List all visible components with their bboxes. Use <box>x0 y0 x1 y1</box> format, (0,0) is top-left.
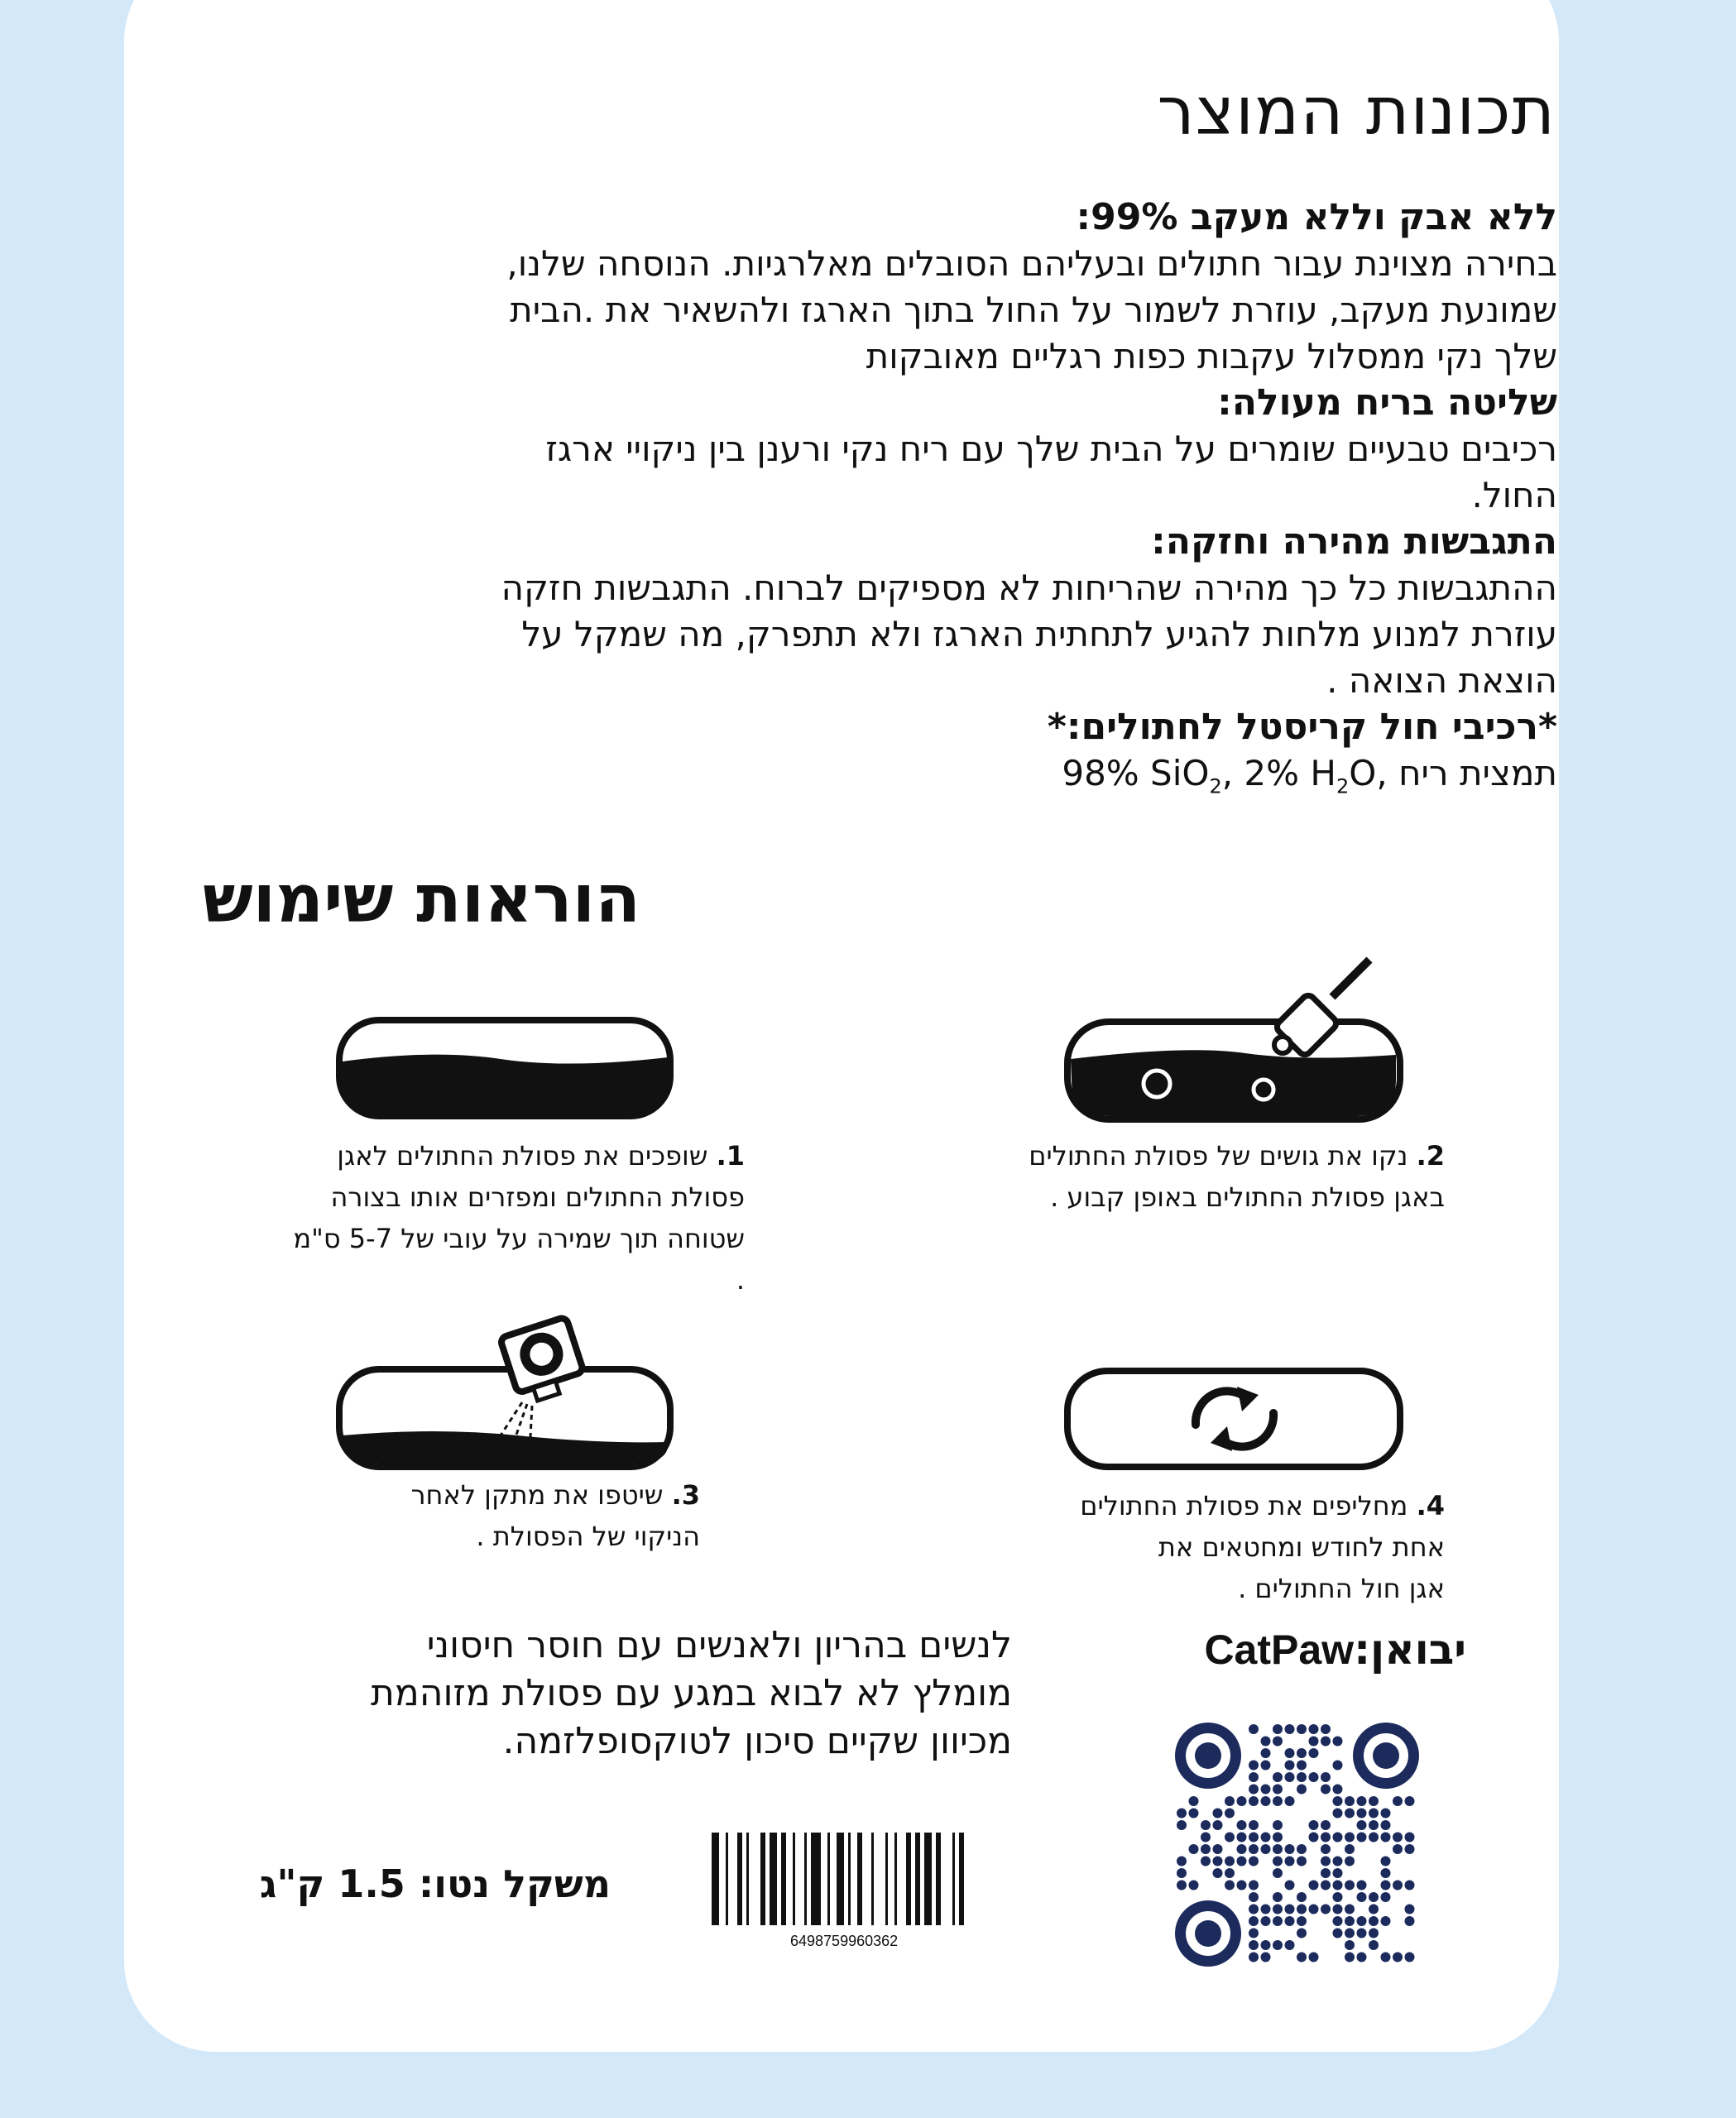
qr-dot <box>1261 1737 1271 1747</box>
qr-dot <box>1273 1724 1283 1734</box>
qr-dot <box>1285 1772 1295 1782</box>
step-4 <box>866 1485 1445 1609</box>
qr-dot <box>1261 1905 1271 1914</box>
importer-label: יבואן: <box>1354 1626 1466 1674</box>
qr-dot <box>1333 1833 1343 1842</box>
feature-heading-odor: שליטה בריח מעולה: <box>1217 381 1557 424</box>
qr-dot <box>1261 1748 1271 1758</box>
qr-dot <box>1297 1905 1307 1914</box>
qr-dot <box>1213 1809 1223 1819</box>
qr-dot <box>1177 1820 1187 1830</box>
barcode-bar <box>827 1833 830 1925</box>
qr-dot <box>1273 1772 1283 1782</box>
qr-dot <box>1249 1724 1259 1734</box>
feature-line: החול. <box>1471 475 1557 515</box>
step-4-line <box>866 1485 1445 1526</box>
qr-dot <box>1261 1844 1271 1854</box>
qr-dot <box>1225 1809 1235 1819</box>
qr-dot <box>1237 1833 1247 1842</box>
qr-dot <box>1393 1796 1403 1806</box>
qr-dot <box>1381 1916 1391 1926</box>
qr-dot <box>1189 1809 1199 1819</box>
barcode-bar <box>737 1833 742 1925</box>
qr-dot <box>1189 1881 1199 1890</box>
step-number: 3. <box>671 1479 700 1511</box>
qr-dot <box>1393 1953 1403 1962</box>
qr-dot <box>1381 1833 1391 1842</box>
composition-heading: *רכיבי חול קריסטל לחתולים:* <box>1047 706 1557 748</box>
qr-dot <box>1369 1809 1379 1819</box>
qr-dot <box>1273 1796 1283 1806</box>
qr-dot <box>1285 1796 1295 1806</box>
composition-formula: 98% SiO$_2$, 2% $H_2O$, <box>1062 753 1388 798</box>
qr-dot <box>1201 1857 1211 1866</box>
step-text: נקו את גושים של פסולת החתולים <box>1029 1140 1408 1172</box>
qr-dot <box>1309 1748 1319 1758</box>
qr-dot <box>1345 1940 1355 1950</box>
qr-dot <box>1273 1785 1283 1795</box>
qr-dot <box>1333 1857 1343 1866</box>
step-3-line: הניקוי של הפסולת . <box>476 1521 700 1552</box>
step-text: שיטפו את מתקן לאחר <box>410 1479 664 1511</box>
barcode-bar <box>906 1833 911 1925</box>
qr-dot <box>1405 1953 1415 1962</box>
qr-dot <box>1285 1905 1295 1914</box>
qr-dot <box>1249 1844 1259 1854</box>
qr-dot <box>1405 1796 1415 1806</box>
qr-dot <box>1381 1881 1391 1890</box>
step-3 <box>204 1474 700 1557</box>
qr-dot <box>1213 1820 1223 1830</box>
qr-dot <box>1297 1724 1307 1734</box>
feature-line: בחירה מצוינת עבור חתולים ובעליהם הסובלים מאלרגיות. הנוסחה שלנו, <box>506 243 1557 284</box>
usage-title: הוראות שימוש <box>203 860 641 937</box>
qr-dot <box>1369 1916 1379 1926</box>
barcode-bar <box>770 1833 777 1925</box>
qr-dot <box>1321 1844 1331 1854</box>
qr-dot <box>1285 1940 1295 1950</box>
barcode-bar <box>894 1833 897 1925</box>
qr-dot <box>1309 1905 1319 1914</box>
spray-clean-icon <box>335 1311 683 1473</box>
qr-dot <box>1201 1833 1211 1842</box>
qr-dot <box>1321 1833 1331 1842</box>
qr-dot <box>1249 1785 1259 1795</box>
qr-dot <box>1309 1833 1319 1842</box>
qr-dot <box>1249 1796 1259 1806</box>
feature-line: עוזרת למנוע מלחות להגיע לתחתית הארגז ולא תתפרק, מה שמקל על <box>521 614 1557 654</box>
qr-dot <box>1309 1737 1319 1747</box>
qr-dot <box>1333 1892 1343 1902</box>
qr-dot <box>1297 1772 1307 1782</box>
qr-dot <box>1369 1892 1379 1902</box>
qr-dot <box>1309 1953 1319 1962</box>
step-4-line: אחת לחודש ומחטאים את <box>1158 1531 1445 1563</box>
qr-dot <box>1321 1857 1331 1866</box>
barcode <box>712 1833 1001 1930</box>
qr-dot <box>1273 1940 1283 1950</box>
qr-dot <box>1333 1809 1343 1819</box>
qr-dot <box>1297 1953 1307 1962</box>
qr-dot <box>1405 1905 1415 1914</box>
qr-dot <box>1297 1916 1307 1926</box>
qr-dot <box>1321 1737 1331 1747</box>
barcode-bar <box>885 1833 888 1925</box>
qr-dot <box>1357 1833 1367 1842</box>
barcode-bar <box>924 1833 932 1925</box>
step-1-line <box>281 1135 745 1176</box>
barcode-bar <box>746 1833 749 1925</box>
qr-dot <box>1321 1881 1331 1890</box>
qr-dot <box>1273 1844 1283 1854</box>
qr-dot <box>1345 1953 1355 1962</box>
qr-dot <box>1285 1916 1295 1926</box>
qr-dot <box>1273 1820 1283 1830</box>
features-text <box>233 194 1557 809</box>
qr-dot <box>1261 1761 1271 1771</box>
qr-dot <box>1261 1940 1271 1950</box>
qr-dot <box>1273 1737 1283 1747</box>
qr-dot <box>1297 1761 1307 1771</box>
barcode-bar <box>936 1833 941 1925</box>
qr-dot <box>1237 1857 1247 1866</box>
qr-dot <box>1381 1892 1391 1902</box>
importer-brand: CatPaw <box>1204 1627 1355 1673</box>
importer <box>1204 1626 1466 1674</box>
qr-dot <box>1273 1857 1283 1866</box>
qr-dot <box>1249 1905 1259 1914</box>
qr-dot <box>1225 1833 1235 1842</box>
barcode-bar <box>837 1833 844 1925</box>
qr-dot <box>1261 1785 1271 1795</box>
qr-dot <box>1273 1868 1283 1878</box>
qr-dot <box>1225 1796 1235 1806</box>
qr-dot <box>1213 1857 1223 1866</box>
qr-dot <box>1297 1748 1307 1758</box>
qr-dot <box>1393 1833 1403 1842</box>
scoop-clumps-icon <box>1063 956 1411 1125</box>
qr-dot <box>1237 1881 1247 1890</box>
qr-dot <box>1333 1796 1343 1806</box>
qr-dot <box>1345 1881 1355 1890</box>
qr-dot <box>1297 1929 1307 1938</box>
barcode-bar <box>959 1833 964 1925</box>
qr-dot <box>1333 1881 1343 1890</box>
step-1 <box>281 1135 745 1301</box>
qr-dot <box>1345 1796 1355 1806</box>
qr-dot <box>1405 1916 1415 1926</box>
qr-dot <box>1345 1809 1355 1819</box>
feature-heading-clumping: התגבשות מהירה וחזקה: <box>1151 520 1557 563</box>
qr-dot <box>1345 1833 1355 1842</box>
qr-dot <box>1273 1905 1283 1914</box>
qr-dot <box>1249 1881 1259 1890</box>
qr-dot <box>1321 1905 1331 1914</box>
qr-dot <box>1333 1737 1343 1747</box>
qr-dot <box>1369 1820 1379 1830</box>
step-number: 1. <box>716 1140 745 1172</box>
qr-dot <box>1333 1868 1343 1878</box>
barcode-bar <box>804 1833 807 1925</box>
qr-dot <box>1225 1868 1235 1878</box>
qr-dot <box>1405 1881 1415 1890</box>
barcode-bar <box>793 1833 795 1925</box>
feature-line: רכיבים טבעיים שומרים על הבית שלך עם ריח נקי ורענן בין ניקויי ארגז <box>545 429 1557 469</box>
barcode-bar <box>712 1833 719 1925</box>
qr-dot <box>1237 1844 1247 1854</box>
feature-line: שלך נקי ממסלול עקבות כפות רגליים מאובקות <box>866 336 1557 376</box>
qr-dot <box>1237 1796 1247 1806</box>
qr-dot <box>1321 1724 1331 1734</box>
qr-dot <box>1261 1953 1271 1962</box>
qr-dot <box>1309 1772 1319 1782</box>
qr-dot <box>1201 1820 1211 1830</box>
step-1-line: פסולת החתולים ומפזרים אותו בצורה <box>330 1181 745 1213</box>
qr-dot <box>1369 1796 1379 1806</box>
qr-dot <box>1357 1881 1367 1890</box>
qr-dot <box>1285 1761 1295 1771</box>
qr-dot <box>1249 1761 1259 1771</box>
feature-line: הוצאת הצואה . <box>1326 660 1557 701</box>
warning-line: לנשים בהריון ולאנשים עם חוסר חיסוני <box>426 1624 1012 1666</box>
step-text: מחליפים את פסולת החתולים <box>1080 1490 1408 1521</box>
qr-dot <box>1345 1857 1355 1866</box>
qr-dot <box>1357 1820 1367 1830</box>
qr-dot <box>1273 1833 1283 1842</box>
qr-dot <box>1309 1881 1319 1890</box>
qr-dot <box>1225 1881 1235 1890</box>
qr-dot <box>1285 1881 1295 1890</box>
qr-dot <box>1249 1833 1259 1842</box>
qr-dot <box>1225 1857 1235 1866</box>
replace-litter-icon <box>1063 1367 1411 1471</box>
step-2-line <box>866 1135 1445 1176</box>
barcode-bar <box>760 1833 765 1925</box>
qr-dot <box>1213 1844 1223 1854</box>
qr-dot <box>1357 1916 1367 1926</box>
qr-dot <box>1333 1785 1343 1795</box>
qr-dot <box>1357 1796 1367 1806</box>
qr-dot <box>1249 1929 1259 1938</box>
step-2-line: באגן פסולת החתולים באופן קבוע . <box>1050 1181 1445 1213</box>
qr-dot <box>1297 1785 1307 1795</box>
qr-dot <box>1369 1833 1379 1842</box>
barcode-bar <box>848 1833 851 1925</box>
qr-dot <box>1345 1929 1355 1938</box>
qr-dot <box>1333 1916 1343 1926</box>
qr-dot <box>1381 1809 1391 1819</box>
barcode-bar <box>952 1833 955 1925</box>
features-title: תכונות המוצר <box>1157 73 1556 150</box>
qr-dot <box>1381 1868 1391 1878</box>
qr-dot <box>1285 1844 1295 1854</box>
qr-code[interactable] <box>1175 1723 1419 1967</box>
qr-dot <box>1297 1892 1307 1902</box>
barcode-bar <box>726 1833 728 1925</box>
qr-dot <box>1189 1844 1199 1854</box>
qr-dot <box>1357 1953 1367 1962</box>
qr-dot <box>1381 1857 1391 1866</box>
qr-dot <box>1357 1892 1367 1902</box>
qr-dot <box>1177 1857 1187 1866</box>
barcode-bar <box>857 1833 862 1925</box>
step-3-line <box>204 1474 700 1516</box>
qr-dot <box>1357 1809 1367 1819</box>
barcode-bar <box>781 1833 786 1925</box>
qr-dot <box>1285 1857 1295 1866</box>
qr-dot <box>1321 1820 1331 1830</box>
step-number: 2. <box>1416 1140 1445 1172</box>
qr-dot <box>1393 1844 1403 1854</box>
composition-line <box>233 750 1557 809</box>
qr-dot <box>1249 1916 1259 1926</box>
step-4-line: אגן חול החתולים . <box>1238 1573 1445 1604</box>
feature-line: ההתגבשות כל כך מהירה שהריחות לא מספיקים לברוח. התגבשות חזקה <box>501 568 1557 608</box>
warning-line: מכיוון שקיים סיכון לטוקסופלזמה. <box>502 1720 1012 1762</box>
qr-dot <box>1333 1905 1343 1914</box>
qr-dot <box>1297 1844 1307 1854</box>
qr-dot <box>1213 1868 1223 1878</box>
barcode-bar <box>915 1833 920 1925</box>
feature-line: שמונעת מעקב, עוזרת לשמור על החול בתוך הארגז ולהשאיר את .הבית <box>510 290 1557 330</box>
barcode-bar <box>811 1833 821 1925</box>
qr-dot <box>1249 1892 1259 1902</box>
qr-dot <box>1345 1916 1355 1926</box>
qr-dot <box>1297 1857 1307 1866</box>
qr-dot <box>1285 1748 1295 1758</box>
qr-dot <box>1369 1940 1379 1950</box>
qr-dot <box>1381 1820 1391 1830</box>
qr-dot <box>1369 1929 1379 1938</box>
qr-dot <box>1321 1772 1331 1782</box>
qr-dot <box>1285 1724 1295 1734</box>
net-weight: משקל נטו: 1.5 ק"ג <box>259 1862 611 1906</box>
qr-dot <box>1333 1929 1343 1938</box>
pour-litter-icon <box>335 1016 674 1124</box>
qr-dot <box>1357 1929 1367 1938</box>
qr-dot <box>1321 1868 1331 1878</box>
qr-dot <box>1177 1881 1187 1890</box>
qr-dot <box>1261 1916 1271 1926</box>
qr-dot <box>1237 1820 1247 1830</box>
qr-dot <box>1393 1881 1403 1890</box>
qr-dot <box>1333 1761 1343 1771</box>
qr-dot <box>1261 1796 1271 1806</box>
barcode-number: 6498759960362 <box>790 1933 899 1949</box>
qr-dot <box>1405 1844 1415 1854</box>
step-2 <box>866 1135 1445 1218</box>
health-warning <box>300 1622 1012 1766</box>
qr-dot <box>1249 1953 1259 1962</box>
qr-dot <box>1177 1868 1187 1878</box>
feature-heading-dustfree: ללא אבק וללא מעקב 99%: <box>1076 196 1557 238</box>
warning-line: מומלץ לא לבוא במגע עם פסולת מזוהמת <box>370 1672 1012 1714</box>
qr-dot <box>1201 1844 1211 1854</box>
step-1-line: שטוחה תוך שמירה על עובי של 5-7 ס"מ . <box>293 1223 745 1296</box>
step-number: 4. <box>1416 1490 1445 1521</box>
composition-label: תמצית ריח <box>1398 753 1557 793</box>
qr-dot <box>1249 1772 1259 1782</box>
qr-dot <box>1273 1892 1283 1902</box>
qr-dot <box>1249 1857 1259 1866</box>
qr-dot <box>1309 1724 1319 1734</box>
qr-dot <box>1249 1940 1259 1950</box>
qr-dot <box>1369 1905 1379 1914</box>
qr-dot <box>1261 1833 1271 1842</box>
qr-dot <box>1405 1833 1415 1842</box>
qr-dot <box>1189 1796 1199 1806</box>
qr-dot <box>1273 1916 1283 1926</box>
qr-dot <box>1345 1844 1355 1854</box>
step-text: שופכים את פסולת החתולים לאגן <box>337 1140 708 1172</box>
barcode-bar <box>871 1833 874 1925</box>
qr-dot <box>1309 1820 1319 1830</box>
qr-dot <box>1177 1809 1187 1819</box>
qr-dot <box>1381 1953 1391 1962</box>
qr-dot <box>1345 1905 1355 1914</box>
qr-dot <box>1321 1785 1331 1795</box>
qr-dot <box>1249 1820 1259 1830</box>
